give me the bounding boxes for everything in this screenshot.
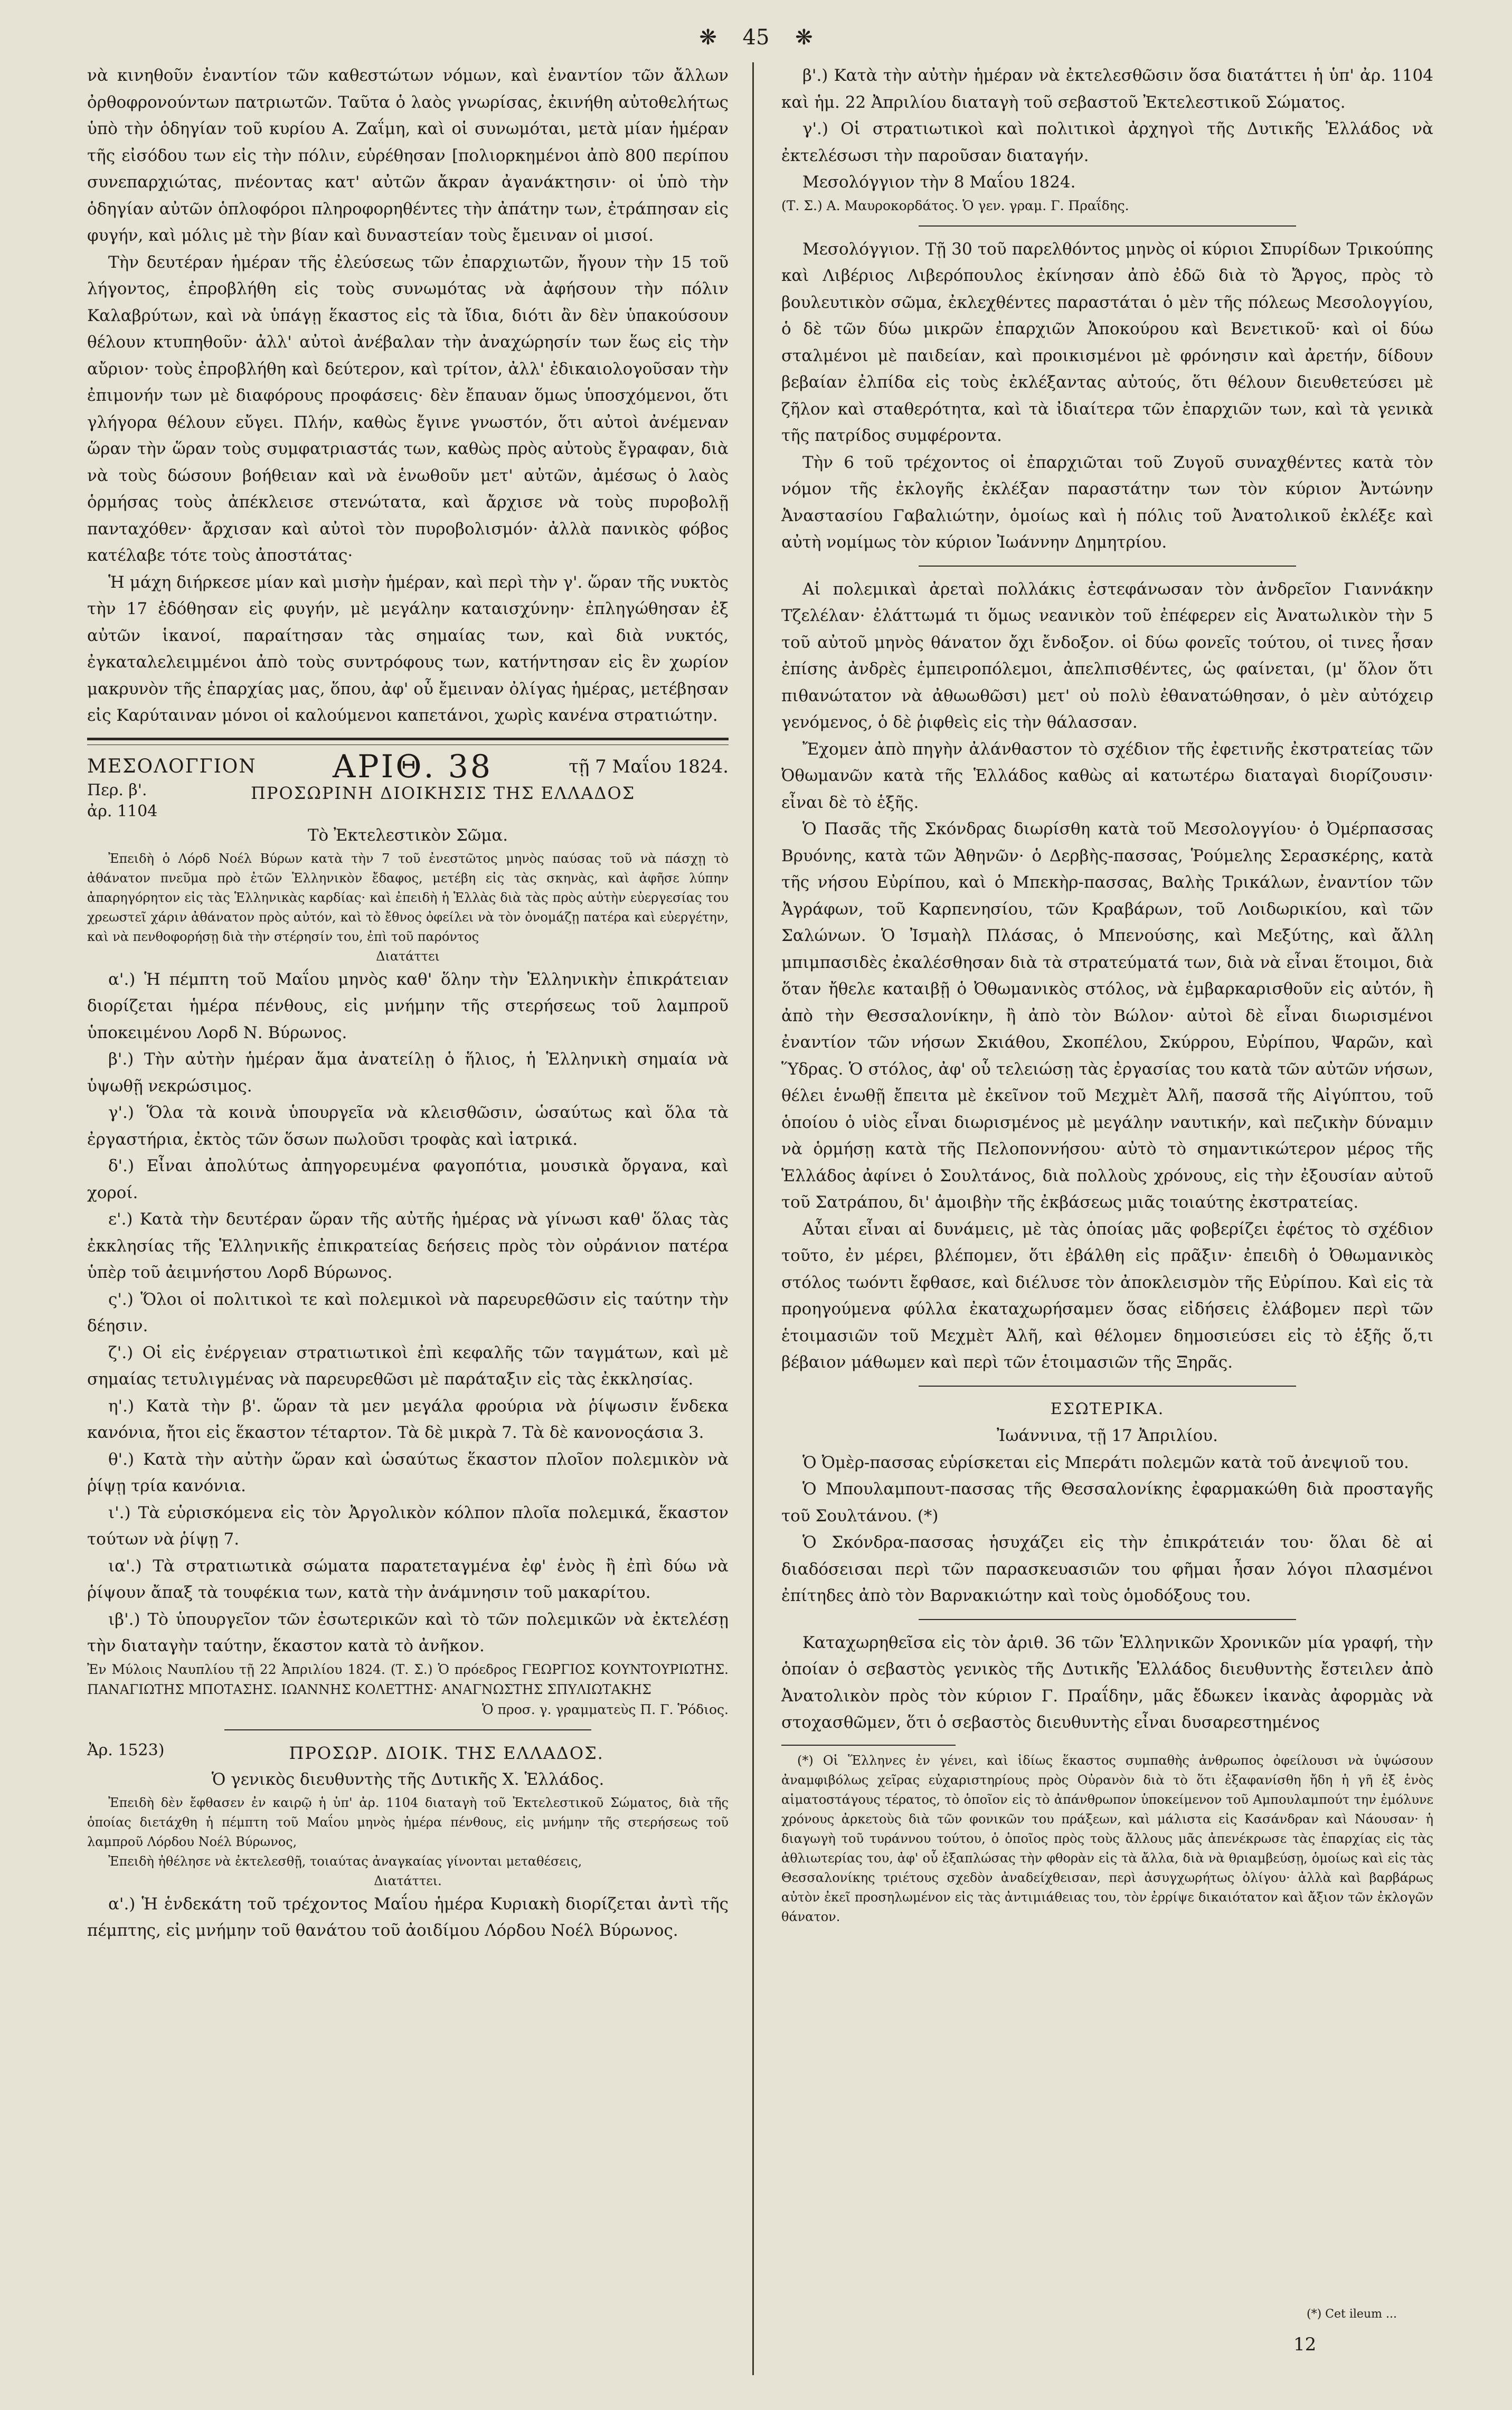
page-number-bottom: 12	[1293, 2334, 1317, 2355]
decree-item: ι'.) Τὰ εὑρισκόμενα εἰς τὸν Ἀργολικὸν κόλπον πλοῖα πολεμικά, ἕκαστον τούτων νὰ ῥίψῃ 7.	[87, 1503, 729, 1549]
decree-item: ζ'.) Οἱ εἰς ἐνέργειαν στρατιωτικοὶ ἐπὶ κεφαλῆς τῶν ταγμάτων, καὶ μὲ σημαίας τετυλιγμένας νὰ παρευρεθῶσι μὲ παράταξιν εἰς τὰς ἐκκλησίας.	[87, 1343, 729, 1389]
right-column	[781, 62, 1433, 1927]
short-rule	[919, 1386, 1296, 1387]
page-number: 45	[742, 25, 770, 50]
decree2-item: α'.) Ἡ ἑνδεκάτη τοῦ τρέχοντος Μαΐου ἡμέρα Κυριακὴ διορίζεται ἀντὶ τῆς πέμπτης, εἰς μνήμην τοῦ θανάτου τοῦ ἀοιδίμου Λόρδου Νοέλ Βύρωνος.	[87, 1894, 729, 1940]
decree-reference	[87, 780, 729, 822]
decree-item: α'.) Ἡ πέμπτη τοῦ Μαΐου μηνὸς καθ' ὅλην τὴν Ἑλληνικὴν ἐπικράτειαν διορίζεται ἡμέρα πένθους, εἰς μνήμην τῆς στερήσεως τοῦ λαμπροῦ ὑποκειμένου Λορδ Ν. Βύρωνος.	[87, 969, 729, 1042]
decree2-authority: ΠΡΟΣΩΡ. ΔΙΟΙΚ. ΤΗΣ ΕΛΛΑΔΟΣ.	[289, 1743, 604, 1763]
ornament-right-icon: ❋	[795, 25, 813, 50]
decree-ref-numbers	[87, 780, 157, 822]
decree2-number: Ἀρ. 1523)	[87, 1740, 165, 1759]
ornament-left-icon: ❋	[699, 25, 717, 50]
short-rule	[919, 566, 1296, 567]
decree-item: β'.) Τὴν αὐτὴν ἡμέραν ἅμα ἀνατείλῃ ὁ ἥλιος, ἡ Ἑλληνικὴ σημαία νὰ ὑψωθῇ νεκρώσιμος.	[87, 1050, 729, 1096]
page-header	[0, 25, 1512, 50]
decree-item: ε'.) Κατὰ τὴν δευτέραν ὥραν τῆς αὐτῆς ἡμέρας νὰ γίνωσι καθ' ὅλας τὰς ἐκκλησίας τῆς Ἑλληνικῆς ἐπικρατείας δεήσεις πρὸς τὸν οὐράνιον πατέρα ὑπὲρ τοῦ ἀειμνήστου Λορδ Βύρωνος.	[87, 1210, 729, 1282]
decree2-signature: (Τ. Σ.) Α. Μαυροκορδάτος. Ὁ γεν. γραμ. Γ. Πραΐδης.	[781, 197, 1129, 213]
section-paragraph: Ὁ Ὀμὲρ-πασσας εὑρίσκεται εἰς Μπεράτι πολεμῶν κατὰ τοῦ ἀνεψιοῦ του.	[802, 1453, 1409, 1472]
news-paragraph: Καταχωρηθεῖσα εἰς τὸν ἀριθ. 36 τῶν Ἑλληνικῶν Χρονικῶν μία γραφή, τὴν ὁποίαν ὁ σεβαστὸς γενικὸς τῆς Δυτικῆς Ἑλλάδος διευθυντὴς ἔστειλεν ἀπὸ Ἀνατολικὸν πρὸς τὸν κύριον Γ. Πραΐδην, μᾶς ἔδωκεν ἱκανὰς ἀφορμὰς νὰ στοχασθῶμεν, ὅτι ὁ σεβαστὸς διευθυντὴς εἶναι δυσαρεστημένος	[781, 1633, 1433, 1732]
decree-secretary: Ὁ προσ. γ. γραμματεὺς Π. Γ. Ῥόδιος.	[482, 1701, 729, 1717]
decree2-preamble: Ἐπειδὴ δὲν ἔφθασεν ἐν καιρῷ ἡ ὑπ' ἀρ. 1104 διαταγὴ τοῦ Ἐκτελεστικοῦ Σώματος, διὰ τῆς ὁποίας διετάχθη ἡ πέμπτη τοῦ Μαΐου μηνὸς ἡμέρα πένθους, εἰς μνήμην τῆς στερήσεως τοῦ λαμπροῦ Λόρδου Νοέλ Βύρωνος,	[87, 1795, 729, 1849]
column-divider	[752, 62, 754, 2375]
article-paragraph: Ἡ μάχη διήρκεσε μίαν καὶ μισὴν ἡμέραν, καὶ περὶ τὴν γ'. ὥραν τῆς νυκτὸς τὴν 17 ἐδόθησαν εἰς φυγήν, μὲ μεγάλην καταισχύνην· ἐπληγώθησαν ἐξ αὐτῶν ἱκανοί, παραίτησαν τὰς σημαίας των, καὶ διὰ νυκτός, ἐγκαταλελειμμένοι ἀπὸ τοὺς συντρόφους των, κατήντησαν εἰς ἓν χωρίον μακρυνὸν τῆς ἐπαρχίας μας, ὅπου, ἀφ' οὗ ἔμειναν ὀλίγας ἡμέρας, μετέβησαν εἰς Καρύταιναν μόνοι οἱ καλούμενοι καπετάνοι, χωρὶς κανένα στρατιώτην.	[87, 572, 729, 725]
masthead-city: ΜΕΣΟΛΟΓΓΙΟΝ	[87, 755, 257, 777]
decree-signatures: Ἐν Μύλοις Ναυπλίου τῇ 22 Ἀπριλίου 1824. (Τ. Σ.) Ὁ πρόεδρος ΓΕΩΡΓΙΟΣ ΚΟΥΝΤΟΥΡΙΩΤΗΣ. ΠΑΝΑΓΙΩΤΗΣ ΜΠΟΤΑΣΗΣ. ΙΩΑΝΝΗΣ ΚΟΛΕΤΤΗΣ· ΑΝΑΓΝΩΣΤΗΣ ΣΠΥΛΙΩΤΑΚΗΣ	[87, 1661, 729, 1697]
article-paragraph: νὰ κινηθοῦν ἐναντίον τῶν καθεστώτων νόμων, καὶ ἐναντίον τῶν ἄλλων ὀρθοφρονούντων πατριωτῶν. Ταῦτα ὁ λαὸς γνωρίσας, ἐκινήθη αὐτοθελήτως ὑπὸ τὴν ὁδηγίαν τοῦ κυρίου Α. Ζαΐμη, καὶ οἱ συνωμόται, μετὰ μίαν ἡμέραν τῆς εἰσόδου των εἰς τὴν πόλιν, εὑρέθησαν [πολιορκημένοι ἀπὸ 800 περίπου συνεπαρχιώτας, πνέοντας κατ' αὐτῶν ἄκραν ἀγανάκτησιν· οἱ ὑπὸ τὴν ὁδηγίαν αὐτῶν ὁπλοφόροι πληροφορηθέντες τὴν ἀπάτην των, ἐτράπησαν εἰς φυγήν, καὶ μόλις μὲ τὴν βίαν καὶ δυναστείαν τοὺς ἔμειναν οἱ μισοί.	[87, 66, 729, 245]
news-paragraph: Τὴν 6 τοῦ τρέχοντος οἱ ἐπαρχιῶται τοῦ Ζυγοῦ συναχθέντες κατὰ τὸν νόμον τῆς ἐκλογῆς ἐκλέξαν παραστάτην των τὸν κύριον Ἀντώνην Ἀναστασίου Γαβαλιώτην, ὁμοίως καὶ ἡ πόλις τοῦ Ἀνατολικοῦ ἐκλέξε καὶ αὐτὴ νομίμως τὸν κύριον Ἰωάννην Δημητρίου.	[781, 453, 1433, 552]
decree2-item: γ'.) Οἱ στρατιωτικοὶ καὶ πολιτικοὶ ἀρχηγοὶ τῆς Δυτικῆς Ἑλλάδος νὰ ἐκτελέσωσι τὴν παροῦσαν διαταγήν.	[781, 119, 1433, 165]
news-paragraph: Αἱ πολεμικαὶ ἀρεταὶ πολλάκις ἐστεφάνωσαν τὸν ἀνδρεῖον Γιαννάκην Τζελέλαν· ἐλάττωμά τι ὅμως νεανικὸν τοῦ ἐπέφερεν εἰς Ἀνατωλικὸν τὴν 5 τοῦ αὐτοῦ μηνὸς θάνατον ὄχι ἔνδοξον. οἱ δύω φονεῖς τούτου, οἱ τινες ἦσαν ἐπίσης ἀνδρὲς ἐμπειροπόλεμοι, ἀπελπισθέντες, ὡς φαίνεται, (μ' ὅλον ὅτι πιθανώτατον νὰ ἀθωωθῶσι) μετ' οὐ πολὺ ἐθανατώθησαν, ὁ μὲν αὐτόχειρ γενόμενος, ὁ δὲ ῥιφθεὶς εἰς τὴν θάλασσαν.	[781, 579, 1433, 732]
news-paragraph: Ἔχομεν ἀπὸ πηγὴν ἀλάνθαστον τὸ σχέδιον τῆς ἐφετινῆς ἐκστρατείας τῶν Ὀθωμανῶν κατὰ τῆς Ἑλλάδος καθὼς αἱ κατωτέρω διαταγαὶ διορίζουσιν· εἶναι δὲ τὸ ἑξῆς.	[781, 739, 1433, 812]
decree2-body: Ὁ γενικὸς διευθυντὴς τῆς Δυτικῆς Χ. Ἑλλάδος.	[211, 1770, 604, 1789]
article-paragraph: Τὴν δευτέραν ἡμέραν τῆς ἐλεύσεως τῶν ἐπαρχιωτῶν, ἤγουν τὴν 15 τοῦ λήγοντος, ἐπροβλήθη εἰς τοὺς συνωμότας νὰ ἀφήσουν τὴν πόλιν Καλαβρύτων, καὶ νὰ ὑπάγῃ ἕκαστος εἰς τὰ ἴδια, διότι ἂν δὲν ὑπακούσουν θέλουν κτυπηθοῦν· ἀλλ' αὐτοὶ ἀνέβαλαν τὴν ἀναχώρησίν των ἕως εἰς τὴν αὔριον· τοὺς ἐπροβλήθη καὶ δεύτερον, καὶ τρίτον, ἀλλ' ἐδικαιολογοῦσαν τὴν ἐπιμονήν των μὲ διαφόρους προφάσεις· δὲν ἔπαυαν ὅμως ὑποσχόμενοι, ὅτι γλήγορα θέλουν εὔγει. Πλήν, καθὼς ἔγινε γνωστόν, ὅτι αὐτοὶ ἀνέμεναν ὥραν τὴν ὥραν τοὺς συμφατριαστάς των, καθὼς πρὸς αὐτοὺς ἔγραφαν, διὰ νὰ τοὺς δώσουν βοήθειαν καὶ νὰ ἑνωθοῦν μετ' αὐτῶν, ἀμέσως ὁ λαὸς ὁρμήσας τοὺς ἀπέκλεισε στενώτατα, καὶ ἄρχισε νὰ τοὺς πυροβολῇ πανταχόθεν· ἄρχισαν καὶ αὐτοὶ τὸν πυροβολισμόν· ἀλλὰ πανικὸς φόβος κατέλαβε τότε τοὺς ἀποστάτας·	[87, 252, 729, 565]
decree-item: ια'.) Τὰ στρατιωτικὰ σώματα παρατεταγμένα ἐφ' ἑνὸς ἢ ἐπὶ δύω νὰ ῥίψουν ἄπαξ τὰ τουφέκια των, κατὰ τὴν ἀνάμνησιν τοῦ μακαρίτου.	[87, 1556, 729, 1602]
decree-item: δ'.) Εἶναι ἀπολύτως ἀπηγορευμένα φαγοπότια, μουσικὰ ὄργανα, καὶ χοροί.	[87, 1156, 729, 1202]
decree2-command: Διατάττει.	[374, 1873, 442, 1888]
decree-item: ς'.) Ὅλοι οἱ πολιτικοὶ τε καὶ πολεμικοὶ νὰ παρευρεθῶσιν εἰς ταύτην τὴν δέησιν.	[87, 1289, 729, 1335]
left-column	[87, 62, 729, 1944]
decree2-place-date: Μεσολόγγιον τὴν 8 Μαΐου 1824.	[802, 173, 1076, 192]
decree2-item: β'.) Κατὰ τὴν αὐτὴν ἡμέραν νὰ ἐκτελεσθῶσιν ὅσα διατάττει ἡ ὑπ' ἀρ. 1104 καὶ ἡμ. 22 Ἀπριλίου διαταγὴ τοῦ σεβαστοῦ Ἐκτελεστικοῦ Σώματος.	[781, 66, 1433, 112]
footnote-rule	[781, 1745, 956, 1746]
section-paragraph: Ὁ Μπουλαμπουτ-πασσας τῆς Θεσσαλονίκης ἐφαρμακώθη διὰ προσταγῆς τοῦ Σουλτάνου. (*)	[781, 1480, 1433, 1526]
masthead-date: τῇ 7 Μαΐου 1824.	[569, 756, 729, 777]
issue-masthead	[87, 748, 729, 785]
decree-item: η'.) Κατὰ τὴν β'. ὥραν τὰ μεν μεγάλα φρούρια νὰ ῥίψωσιν ἕνδεκα κανόνια, ἤτοι εἰς ἕκαστον τέταρτον. Τὰ δὲ μικρὰ 7. Τὰ δὲ κανονοςάσια 3.	[87, 1396, 729, 1442]
section-title: ΕΣΩΤΕΡΙΚΑ.	[1050, 1399, 1165, 1418]
section-paragraph: Ὁ Σκόνδρα-πασσας ἡσυχάζει εἰς τὴν ἐπικράτειάν του· ὅλαι δὲ αἱ διαδόσεισαι περὶ τῶν παρασκευασιῶν του φῆμαι ἦσαν λόγοι πλασμένοι ἐπίτηδες ἀπὸ τὸν Βαρνακιώτην καὶ τοὺς ὁμοδόξους του.	[781, 1533, 1433, 1605]
decree-period: Περ. β'.	[87, 781, 147, 799]
decree-preamble: Ἐπειδὴ ὁ Λόρδ Νοέλ Βύρων κατὰ τὴν 7 τοῦ ἐνεστῶτος μηνὸς παύσας τοῦ νὰ πάσχῃ τὸ ἀθάνατον πνεῦμα πρὸ ἐτῶν Ἑλληνικὸν ἔδαφος, μετέβη εἰς τὰς σκηνὰς, καὶ ἀφῆσε λύπην ἀπαρηγόρητον εἰς τὰς Ἑλληνικὰς καρδίας· καὶ ἐπειδὴ ἡ Ἑλλὰς διὰ τὰς πρὸς αὐτὴν εὐεργεσίας του χρεωστεῖ χάριν ἀθάνατον πρὸς αὐτόν, καὶ τὸ ἔθνος ὀφείλει νὰ τὸν ὀνομάζῃ πατέρα καὶ εὐεργέτην, καὶ νὰ πενθοφορήσῃ διὰ τὴν στέρησίν του, ἐπὶ τοῦ παρόντος	[87, 851, 729, 944]
decree2-reference	[87, 1740, 729, 1767]
footnote: (*) Οἱ Ἕλληνες ἐν γένει, καὶ ἰδίως ἕκαστος συμπαθὴς ἀνθρωπος ὀφείλουσι νὰ ὑψώσουν ἀναμφιβόλως χεῖρας εὐχαριστηρίους πρὸς Οὐρανὸν διὰ τὸ ὅτι ἐξαφανίσθη ἤδη ἡ γῆ ἐξ ἑνὸς αἱματοστάγους τέρατος, τὸ ὁποῖον εἰς τὸ ἀπάνθρωπον ὑποκείμενον τοῦ Αμπουλαμπούτ την ἐμόλυνε χρόνους ἀρκετοὺς διὰ τῶν φονικῶν του πράξεων, καὶ μάλιστα εἰς Κασάνδραν καὶ Νάουσαν· ἡ διαγωγὴ τοῦ τυράννου τούτου, ὁ ὁποῖος πρὸς τοὺς ἄλλους μᾶς ἀπενέκρωσε τὰς ἐπαρχίας εἰς τὰς ἀθλιωτερίας του, ἀφ' οὗ ἐξαπλώσας τὴν φθορὰν εἰς τὰ ἄλλα, διὰ νὰ θριαμβεύσῃ, ὁμοίως καὶ εἰς τὰς Θεσσαλονίκης τριέτους σχεδὸν ἀναδείχθεισαν, περὶ ἀσυγχωρήτως ὀλίγου· ἀλλὰ καὶ βαρβάρως αὐτὸν ἐκεῖ προσηλωμένον εἰς τὰς ἀντιμιάθειας του, τὸν ἐρρίψε δικαιότατον καὶ ἄξιον τῶν ἐκλογῶν θάνατον.	[781, 1753, 1433, 1924]
short-rule	[919, 1619, 1296, 1620]
section-separator	[87, 738, 729, 745]
decree-command: Διατάττει	[376, 948, 440, 964]
decree2-preamble-2: Ἐπειδὴ ἠθέλησε νὰ ἐκτελεσθῇ, τοιαύτας ἀναγκαίας γίνονται μεταθέσεις,	[108, 1853, 582, 1869]
news-paragraph: Ὁ Πασᾶς τῆς Σκόνδρας διωρίσθη κατὰ τοῦ Μεσολογγίου· ὁ Ὀμέρπασσας Βρυόνης, κατὰ τῶν Ἀθηνῶν· ὁ Δερβὴς-πασσας, Ῥούμελης Σερασκέρης, κατὰ τῆς νήσου Εὐρίπου, καὶ ὁ Μπεκὴρ-πασσας, Βαλὴς Τρικάλων, ἐναντίον τῶν Ἀγράφων, τοῦ Καρπενησίου, τῶν Κραβάρων, τοῦ Λοιδωρικίου, καὶ τῶν Σαλώνων. Ὁ Ἰσμαὴλ Πλάσας, ὁ Μπενούσης, καὶ Μεξύτης, καὶ ἄλλη μπιμπασιδὲς ἐκαλέσθησαν διὰ τὰ στρατεύματά των, διὰ νὰ εἶναι ἕτοιμοι, διὰ ὅταν ἤθελε καταιβῇ ὁ Ὀθωμανικὸς στόλος, νὰ ἐμβαρκαρισθοῦν εἰς αὐτόν, ἢ ἀπὸ τὴν Θεσσαλονίκην, ἢ ἀπὸ τὸν Βώλον· αὐτοὶ δὲ εἶναι διωρισμένοι ἐναντίον τῶν νήσων Σκιάθου, Σκοπέλου, Σκύρρου, Εὐρίπου, Ψαρῶν, καὶ Ὕδρας. Ὁ στόλος, ἀφ' οὗ τελειώσῃ τὰς ἐργασίας του κατὰ τῶν αὐτῶν νήσων, θέλει ἑνωθῇ ἔπειτα μὲ ἐκεῖνον τοῦ Μεχμὲτ Ἀλῆ, πασσᾶ τῆς Αἰγύπτου, τοῦ ὁποίου ὁ υἱὸς εἶναι διωρισμένος μὲ μεγάλην ναυτικήν, καὶ πεζικὴν δύναμιν νὰ ὁρμήσῃ κατὰ τῆς Πελοποννήσου· αὐτὸ τὸ σημαντικώτερον μέρος τῆς Ἑλλάδος ἀφίνει ὁ Σουλτάνος, διὰ πολλοὺς χρόνους, εἰς τὴν ἐξουσίαν αὐτοῦ τοῦ Σατράπου, δι' ἀμοιβὴν τῆς ἐκβάσεως μιᾶς τοιαύτης ἐκστρατείας.	[781, 820, 1433, 1212]
decree-body: Τὸ Ἐκτελεστικὸν Σῶμα.	[307, 826, 508, 845]
masthead-number: ΑΡΙΘ. 38	[332, 748, 493, 785]
decree-authority: ΠΡΟΣΩΡΙΝΗ ΔΙΟΙΚΗΣΙΣ ΤΗΣ ΕΛΛΑΔΟΣ	[251, 783, 636, 803]
decree-number: ἀρ. 1104	[87, 802, 158, 821]
decree-item: γ'.) Ὅλα τὰ κοινὰ ὑπουργεῖα νὰ κλεισθῶσιν, ὡσαύτως καὶ ὅλα τὰ ἐργαστήρια, ἐκτὸς τῶν ὅσων πωλοῦσι τροφὰς καὶ ἰατρικά.	[87, 1103, 729, 1149]
footer-note: (*) Cet ileum ...	[1307, 2308, 1397, 2321]
short-rule	[919, 225, 1296, 227]
news-paragraph: Αὗται εἶναι αἱ δυνάμεις, μὲ τὰς ὁποίας μᾶς φοβερίζει ἐφέτος τὸ σχέδιον τοῦτο, ἐν μέρει, βλέπομεν, ὅτι ἐβάλθη εἰς πρᾶξιν· ἐπειδὴ ὁ Ὀθωμανικὸς στόλος τωόντι ἔφθασε, καὶ διέλυσε τὸν ἀποκλεισμὸν τῆς Εὐρίπου. Καὶ εἰς τὰ προηγούμενα φύλλα ἐκαταχωρήσαμεν ὅσας εἰδήσεις ἐλάβομεν περὶ τῶν ἑτοιμασιῶν τοῦ Μεχμὲτ Ἀλῆ, καὶ θέλομεν δημοσιεύσει εἰς τὸ ἑξῆς ὅ,τι βέβαιον μάθωμεν καὶ περὶ τῶν ἑτοιμασιῶν τῆς Ξηρᾶς.	[781, 1219, 1433, 1372]
short-rule	[224, 1729, 591, 1730]
section-dateline: Ἰωάννινα, τῇ 17 Ἀπριλίου.	[997, 1426, 1218, 1445]
decree-item: ιβ'.) Τὸ ὑπουργεῖον τῶν ἐσωτερικῶν καὶ τὸ τῶν πολεμικῶν νὰ ἐκτελέσῃ τὴν διαταγὴν ταύτην, ἕκαστον κατὰ τὸ ἀνῆκον.	[87, 1609, 729, 1655]
news-paragraph: Μεσολόγγιον. Τῇ 30 τοῦ παρελθόντος μηνὸς οἱ κύριοι Σπυρίδων Τρικούπης καὶ Λιβέριος Λιβερόπουλος ἐκίνησαν ἀπὸ ἐδῶ διὰ τὸ Ἄργος, πρὸς τὸ βουλευτικὸν σῶμα, ἐκλεχθέντες παραστάται ὁ μὲν τῆς πόλεως Μεσολογγίου, ὁ δὲ τῶν δύω μικρῶν ἐπαρχιῶν Ἀποκούρου καὶ Βενετικοῦ· καὶ οἱ δύω σταλμένοι μὲ παιδείαν, καὶ προικισμένοι μὲ φρόνησιν καὶ ἀρετήν, δίδουν βεβαίαν ἐλπίδα εἰς τοὺς ἐκλέξαντας αὐτούς, ὅτι θέλουν διευθετεύσει μὲ ζῆλον καὶ σταθερότητα, καὶ τὰ ἰδιαίτερα τῶν ἐπαρχιῶν των, καὶ τὰ γενικὰ τῆς πατρίδος συμφέροντα.	[781, 239, 1433, 445]
decree-item: θ'.) Κατὰ τὴν αὐτὴν ὥραν καὶ ὡσαύτως ἕκαστον πλοῖον πολεμικὸν νὰ ῥίψῃ τρία κανόνια.	[87, 1449, 729, 1495]
